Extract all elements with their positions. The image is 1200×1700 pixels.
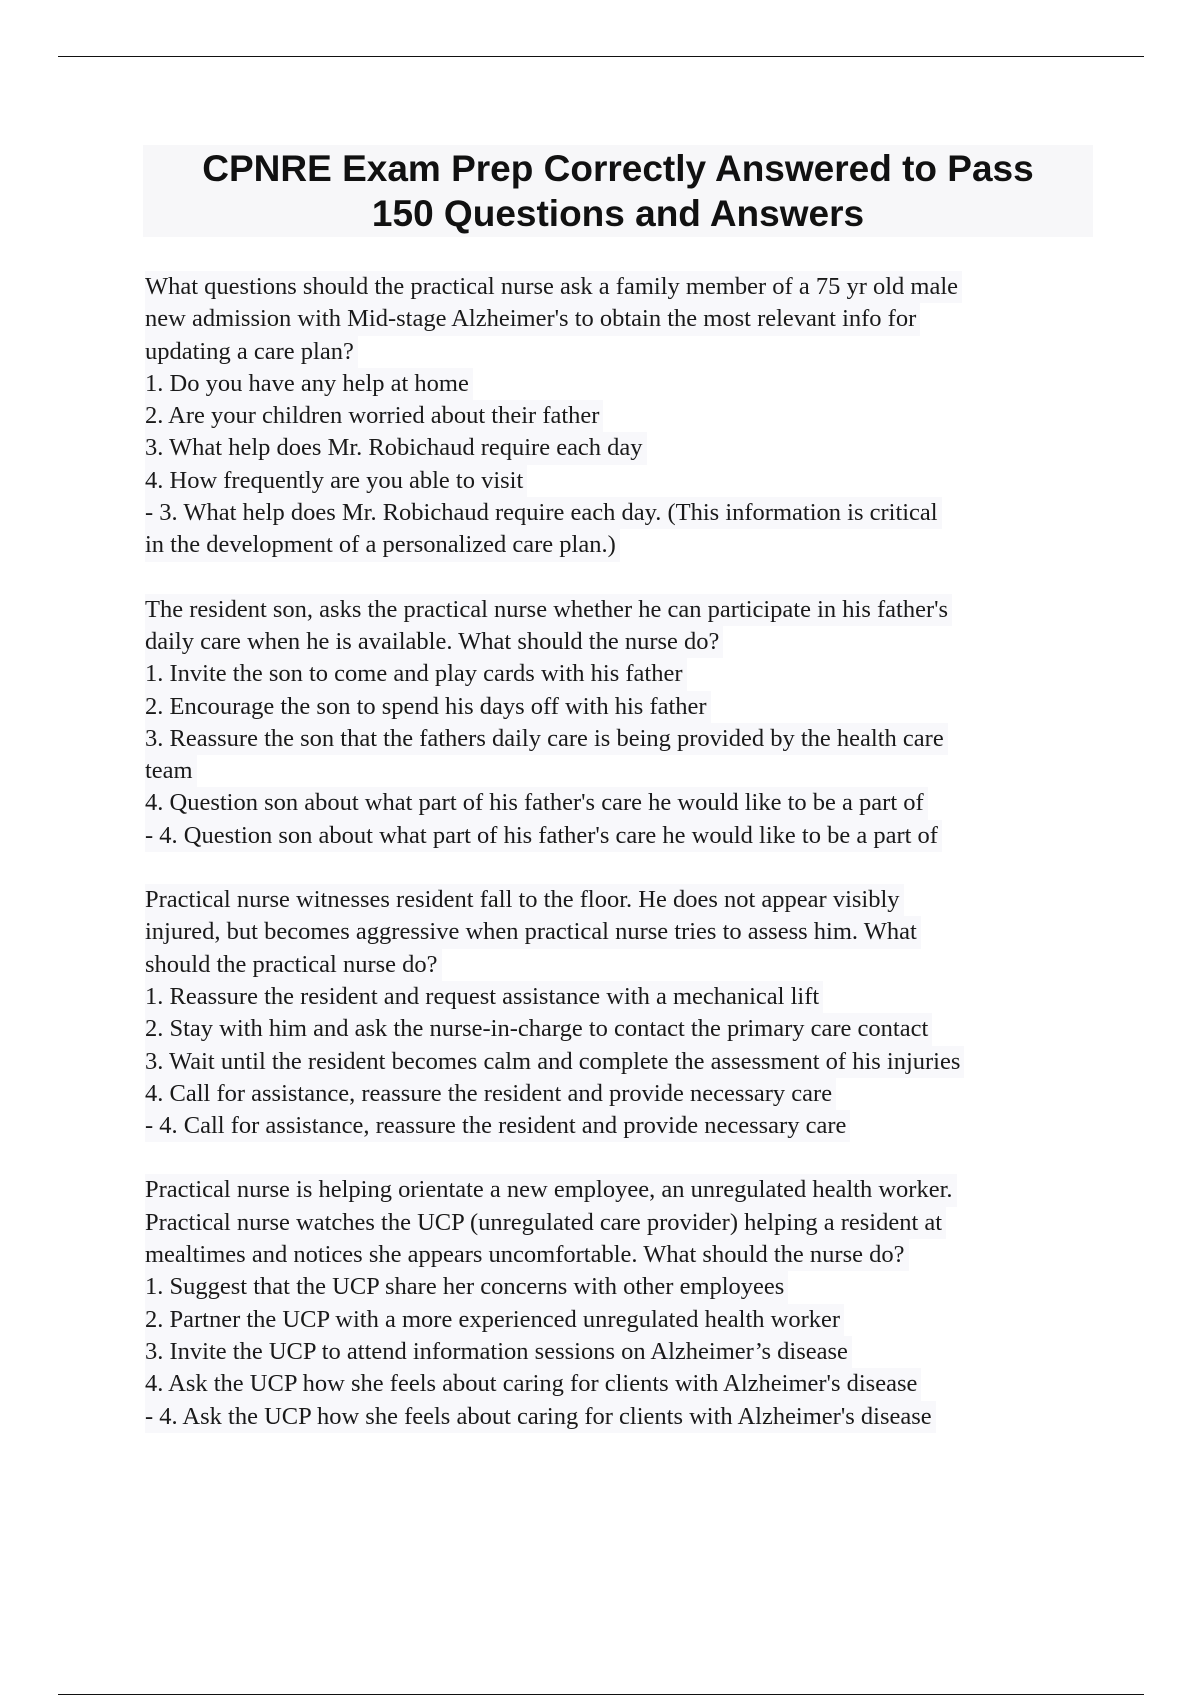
- answer-option: 3. Invite the UCP to attend information sessions on Alzheimer’s disease: [145, 1336, 852, 1368]
- question-block-2: [145, 594, 1095, 852]
- answer-option: 4. Question son about what part of his father's care he would like to be a part of: [145, 787, 928, 819]
- answer-option: 2. Are your children worried about their father: [145, 400, 603, 432]
- answer-option: 2. Encourage the son to spend his days off with his father: [145, 691, 711, 723]
- question-stem: daily care when he is available. What should the nurse do?: [145, 626, 723, 658]
- questions-content: [145, 271, 1095, 1465]
- answer-option: 1. Invite the son to come and play cards with his father: [145, 658, 687, 690]
- correct-answer: - 4. Call for assistance, reassure the resident and provide necessary care: [145, 1110, 850, 1142]
- answer-option: 1. Do you have any help at home: [145, 368, 473, 400]
- question-stem: Practical nurse is helping orientate a new employee, an unregulated health worker.: [145, 1174, 957, 1206]
- answer-option: 3. What help does Mr. Robichaud require each day: [145, 432, 647, 464]
- correct-answer: in the development of a personalized care plan.): [145, 529, 620, 561]
- question-stem: updating a care plan?: [145, 336, 358, 368]
- question-stem: injured, but becomes aggressive when practical nurse tries to assess him. What: [145, 916, 921, 948]
- top-rule: [58, 56, 1144, 57]
- page-subtitle: 150 Questions and Answers: [371, 193, 865, 234]
- question-block-3: [145, 884, 1095, 1142]
- question-stem: The resident son, asks the practical nurse whether he can participate in his father's: [145, 594, 952, 626]
- answer-option: 2. Stay with him and ask the nurse-in-charge to contact the primary care contact: [145, 1013, 932, 1045]
- question-block-4: [145, 1174, 1095, 1432]
- question-stem: Practical nurse witnesses resident fall to the floor. He does not appear visibly: [145, 884, 904, 916]
- answer-option: team: [145, 755, 197, 787]
- page-title: CPNRE Exam Prep Correctly Answered to Pass: [202, 148, 1034, 189]
- correct-answer: - 4. Ask the UCP how she feels about caring for clients with Alzheimer's disease: [145, 1401, 936, 1433]
- correct-answer: - 4. Question son about what part of his father's care he would like to be a part of: [145, 820, 942, 852]
- question-stem: Practical nurse watches the UCP (unregulated care provider) helping a resident at: [145, 1207, 946, 1239]
- question-stem: mealtimes and notices she appears uncomfortable. What should the nurse do?: [145, 1239, 909, 1271]
- answer-option: 1. Reassure the resident and request assistance with a mechanical lift: [145, 981, 823, 1013]
- title-banner: [143, 145, 1093, 237]
- answer-option: 3. Wait until the resident becomes calm and complete the assessment of his injuries: [145, 1046, 964, 1078]
- question-stem: What questions should the practical nurse ask a family member of a 75 yr old male: [145, 271, 962, 303]
- answer-option: 2. Partner the UCP with a more experienced unregulated health worker: [145, 1304, 844, 1336]
- answer-option: 4. Call for assistance, reassure the resident and provide necessary care: [145, 1078, 836, 1110]
- question-stem: should the practical nurse do?: [145, 949, 442, 981]
- answer-option: 4. How frequently are you able to visit: [145, 465, 527, 497]
- question-block-1: [145, 271, 1095, 562]
- answer-option: 1. Suggest that the UCP share her concerns with other employees: [145, 1271, 788, 1303]
- answer-option: 4. Ask the UCP how she feels about caring for clients with Alzheimer's disease: [145, 1368, 921, 1400]
- bottom-rule: [58, 1694, 1144, 1695]
- question-stem: new admission with Mid-stage Alzheimer's to obtain the most relevant info for: [145, 303, 920, 335]
- correct-answer: - 3. What help does Mr. Robichaud require each day. (This information is critical: [145, 497, 942, 529]
- answer-option: 3. Reassure the son that the fathers daily care is being provided by the health care: [145, 723, 948, 755]
